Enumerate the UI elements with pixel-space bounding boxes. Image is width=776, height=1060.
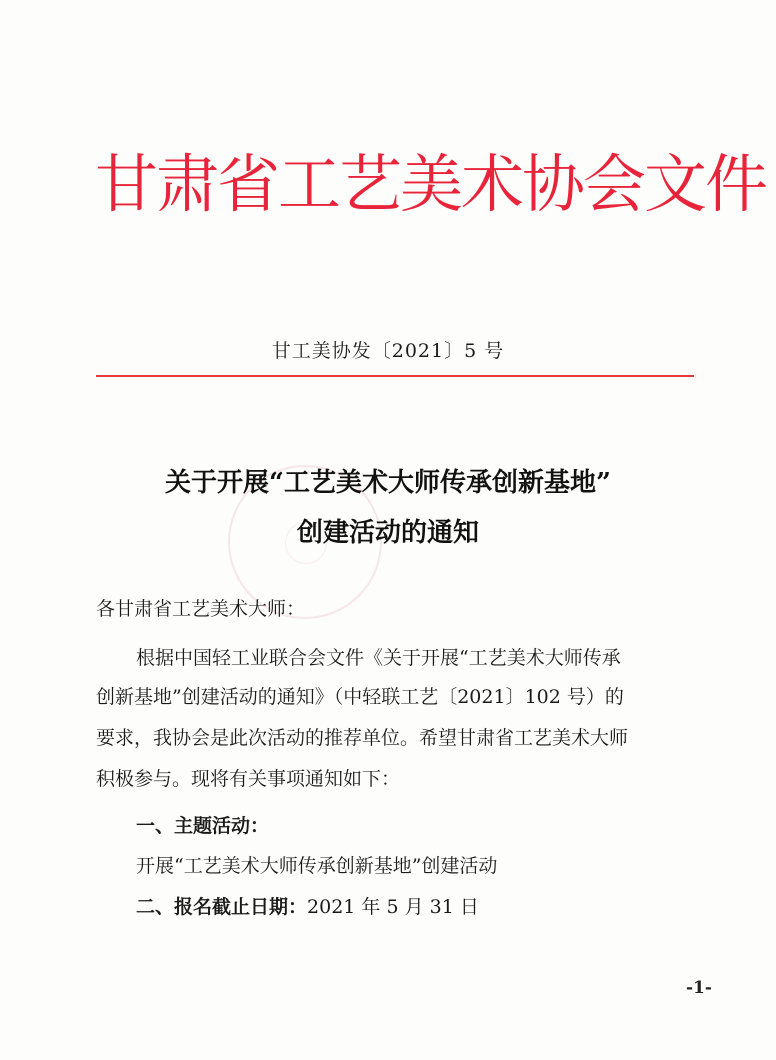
paragraph-line: 积极参与。现将有关事项通知如下： bbox=[96, 768, 401, 790]
org-header-title: 甘肃省工艺美术协会文件 bbox=[95, 148, 766, 221]
page-number: -1- bbox=[686, 978, 712, 998]
section-2-label: 二、报名截止日期： bbox=[136, 896, 308, 918]
section-1-heading: 一、主题活动： bbox=[136, 815, 270, 837]
document-number: 甘工美协发〔2021〕5 号 bbox=[271, 340, 505, 362]
notice-title-line-1: 关于开展“工艺美术大师传承创新基地” bbox=[165, 468, 611, 498]
section-2-line bbox=[136, 894, 479, 920]
section-1-text: 开展“工艺美术大师传承创新基地”创建活动 bbox=[136, 855, 498, 877]
notice-title-line-2: 创建活动的通知 bbox=[296, 518, 479, 548]
paragraph-line: 根据中国轻工业联合会文件《关于开展“工艺美术大师传承 bbox=[136, 647, 621, 669]
section-2-value: 2021 年 5 月 31 日 bbox=[307, 896, 479, 918]
salutation: 各甘肃省工艺美术大师： bbox=[96, 598, 306, 620]
paragraph-line: 要求，我协会是此次活动的推荐单位。希望甘肃省工艺美术大师 bbox=[96, 727, 629, 749]
red-divider-line bbox=[96, 375, 694, 377]
paragraph-line: 创新基地”创建活动的通知》（中轻联工艺〔2021〕102 号）的 bbox=[96, 686, 624, 708]
